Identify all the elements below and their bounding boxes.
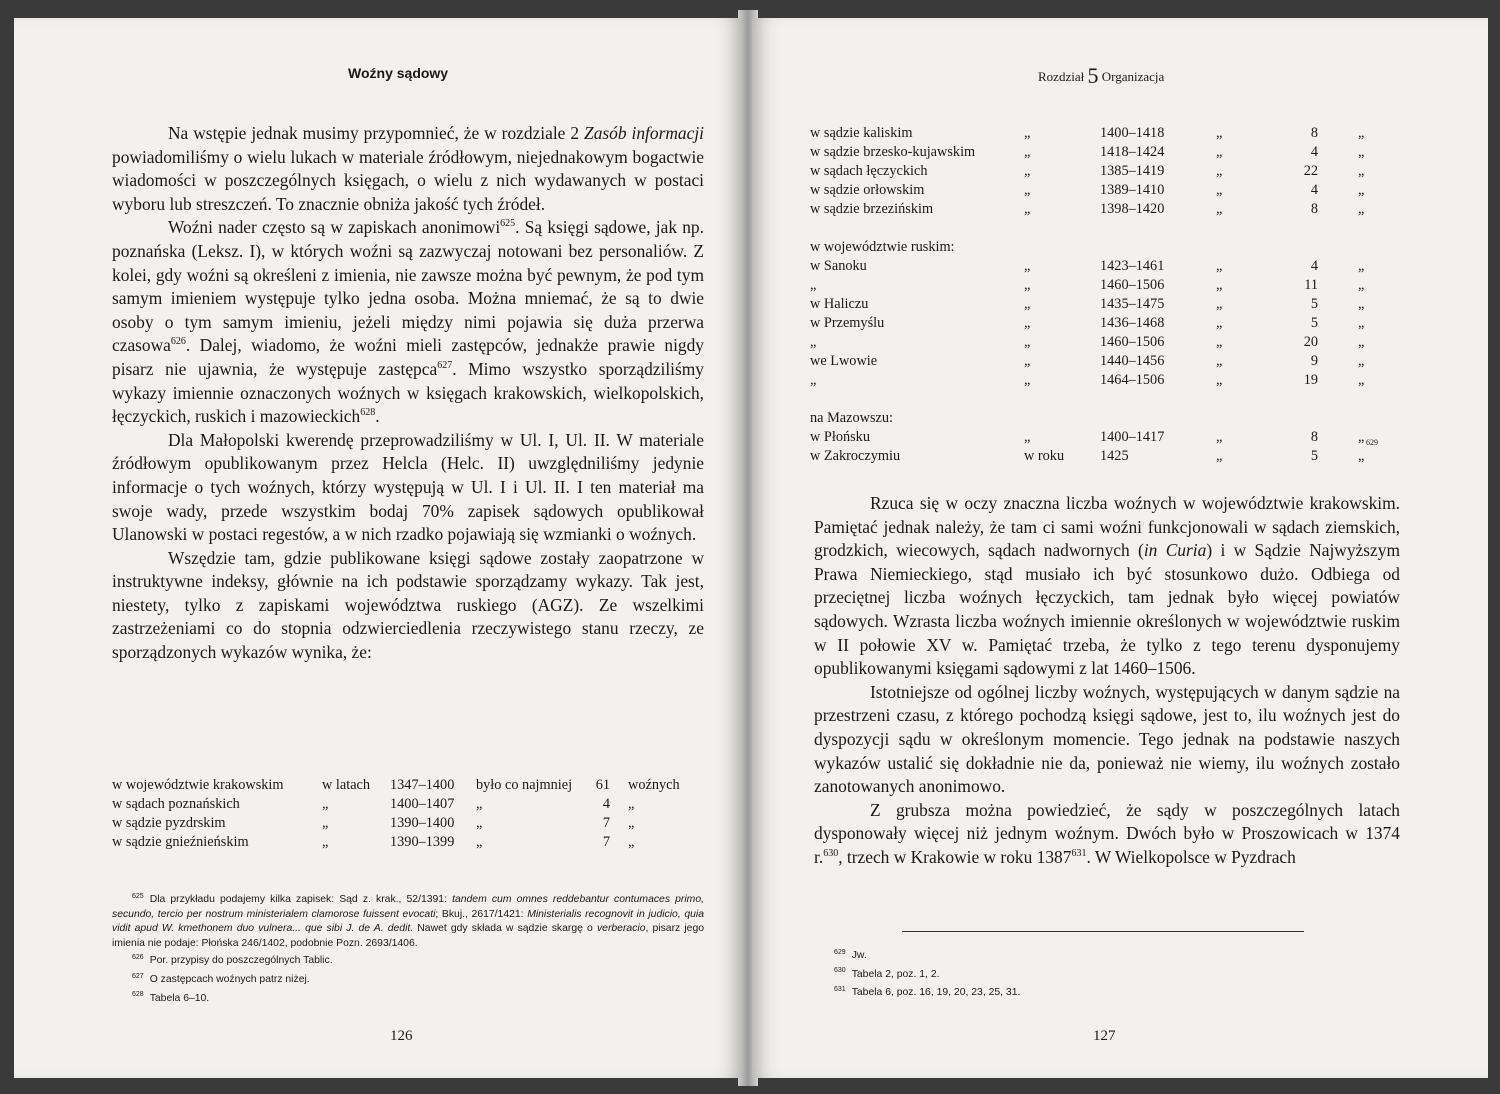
cell-count: 4 (602, 796, 610, 812)
footnotes (814, 949, 1400, 1005)
text-run: Nawet gdy składa w sądzie skargę o (413, 923, 597, 935)
text-run: , trzech w Krakowie w roku 1387 (838, 846, 1072, 867)
paragraph (112, 216, 704, 428)
cell-c3: „ (628, 815, 635, 831)
text-run: . Są księgi sądowe, jak np. poznańska (Leksz. I), w których woźni są zazwyczaj notowani bez personaliów. Z kolei, gdy woźni są określeni z imienia, nie zawsze można być pewnym, że pod tym samym imieniem występuje tylko jedna osoba. Można mniemać, że są to dwie osoby o tym samym imieniu, jeżeli między nimi pojawia się duża przerwa czasowa (112, 217, 704, 356)
cell-years: 1464–1506 (1100, 372, 1165, 388)
cell-c1: „ (1024, 429, 1031, 445)
page-number: 127 (1093, 1028, 1116, 1044)
cell-years: 1398–1420 (1100, 201, 1165, 217)
footnote-ref[interactable]: 625 (500, 218, 516, 230)
cell-count: 4 (1310, 258, 1318, 274)
cell-years: 1400–1418 (1100, 125, 1165, 141)
footnote-ref[interactable]: 631 (1071, 848, 1087, 860)
footnote-number: 625 (132, 892, 144, 900)
cell-c3: „ (1358, 277, 1365, 293)
footnote-ref[interactable]: 627 (437, 360, 453, 372)
cell-c3: „ (1358, 429, 1365, 445)
footnote-number: 626 (132, 953, 144, 961)
cell-count: 8 (1310, 125, 1318, 141)
footnote (112, 893, 704, 951)
footnote-ref[interactable]: 628 (360, 407, 376, 419)
cell-c3: „ (1358, 315, 1365, 331)
text-run: . W Wielkopolsce w Pyzdrach (1086, 846, 1296, 867)
cell-c1: „ (1024, 315, 1031, 331)
cell-c3: „ (628, 834, 635, 850)
footnote-number: 628 (132, 991, 144, 999)
cell-c2: „ (1216, 125, 1223, 141)
table-row (810, 200, 1430, 219)
cell-count: 7 (602, 834, 610, 850)
cell-count: 22 (1303, 163, 1318, 179)
cell-c3: „ (1358, 334, 1365, 350)
cell-c1: „ (1024, 258, 1031, 274)
cell-years: 1423–1461 (1100, 258, 1165, 274)
cell-place: w sądzie kaliskim (810, 125, 913, 141)
cell-place: w Płońsku (810, 429, 870, 445)
cell-count: 9 (1310, 353, 1318, 369)
cell-c3: „ (1358, 372, 1365, 388)
table-row (810, 181, 1430, 200)
cell-count: 5 (1310, 296, 1318, 312)
cell-c2: „ (1216, 448, 1223, 464)
table-row (810, 162, 1430, 181)
table-spacer (810, 219, 1430, 238)
right-page (752, 18, 1488, 1078)
text-run: ; Bkuj., 2617/1421: (435, 908, 528, 920)
cell-count: 19 (1303, 372, 1318, 388)
cell-place: w Przemyślu (810, 315, 885, 331)
cell-years: 1460–1506 (1100, 334, 1165, 350)
text-run: . Mimo wszystko sporządziliśmy wykazy imiennie oznaczonych woźnych w księgach krakowskich, wielkopolskich, łęczyckich, ruskich i mazowieckich (112, 358, 704, 427)
left-page (14, 18, 742, 1078)
cell-count: 4 (1310, 182, 1318, 198)
cell-place: w sądzie brzesko-kujawskim (810, 144, 976, 160)
cell-c2: „ (476, 815, 483, 831)
cell-c1: „ (1024, 144, 1031, 160)
cell-c1: „ (1024, 182, 1031, 198)
cell-c2: „ (1216, 296, 1223, 312)
text-run: ) i w Sądzie Najwyższym Prawa Niemieckiego, stąd musiało ich być stosunkowo dużo. Odbiega od przeciętnej liczba woźnych łęczyckich, tam jednak było więcej powiatów sądowych. Wzrasta liczba woźnych imiennie określonych w województwie ruskim w II połowie XV w. Pamiętać trzeba, że tylko z tego terenu dysponujemy opublikowanymi księgami sądowymi z lat 1460–1506. (814, 540, 1400, 679)
cell-count: 11 (1304, 277, 1318, 293)
footnote-ref[interactable]: 630 (823, 848, 839, 860)
footnote-text: Tabela 6–10. (149, 992, 210, 1004)
cell-years: 1347–1400 (390, 777, 455, 793)
cell-c2: „ (1216, 372, 1223, 388)
footnote-number: 629 (834, 948, 846, 956)
table-row (810, 143, 1430, 162)
header-text: Rozdział (1038, 69, 1088, 84)
cell-c3: „ (1358, 182, 1365, 198)
cell-years: 1390–1399 (390, 834, 455, 850)
cell-c2: „ (1216, 429, 1223, 445)
cell-place: we Lwowie (810, 353, 878, 369)
cell-place: w sądach łęczyckich (810, 163, 928, 179)
main-text (814, 492, 1400, 870)
cell-years: 1418–1424 (1100, 144, 1165, 160)
cell-place: w sądach poznańskich (112, 796, 240, 812)
footnote (112, 973, 704, 988)
cell-c2: „ (1216, 315, 1223, 331)
footnote-number: 631 (834, 985, 846, 993)
cell-place: w sądzie brzezińskim (810, 201, 934, 217)
cell-place: w Zakroczymiu (810, 448, 901, 464)
text-run: . (375, 406, 380, 427)
paragraph: Dla Małopolski kwerendę przeprowadziliśmy w Ul. I, Ul. II. W materiale źródłowym opublikowanym przez Helcla (Helc. II) uwzględniliśmy jedynie informacje o tych woźnych, którzy występują w Ul. I i Ul. II. I ten materiał ma swoje wady, przede wszystkim bodaj 70% zapisek sądowych opublikował Ulanowski w postaci regestów, a w nich rzadko pojawiają się wzmianki o woźnych. (112, 429, 704, 545)
text-run-italic: in Curia (1143, 540, 1207, 561)
text-run: , pisarz jego imienia nie podaje: Płońska 246/1402, podobnie Pozn. 2693/1406. (112, 923, 704, 949)
table-row (112, 833, 712, 852)
cell-c1: „ (1024, 125, 1031, 141)
cell-c3: „ (1358, 448, 1365, 464)
cell-c2: „ (1216, 258, 1223, 274)
cell-c3: „ (1358, 353, 1365, 369)
cell-c2: było co najmniej (476, 777, 573, 793)
courier-count-table (810, 124, 1430, 466)
cell-place: w Haliczu (810, 296, 869, 312)
cell-c2: „ (1216, 277, 1223, 293)
header-text: Organizacja (1098, 69, 1165, 84)
table-row (112, 776, 712, 795)
text-run: powiadomiliśmy o wielu lukach w materiale źródłowym, niejednakowym bogactwie wiadomości w poszczególnych księgach, o wielu z nich wydawanych w postaci wyboru lub streszczeń. To znacznie obniża jakość tych źródeł. (112, 146, 704, 214)
cell-c3: „ (1358, 258, 1365, 274)
table-row (810, 352, 1430, 371)
table-row (810, 124, 1430, 143)
cell-c2: „ (476, 834, 483, 850)
footnote-list (112, 954, 704, 1006)
cell-c2: „ (1216, 182, 1223, 198)
table-row (810, 257, 1430, 276)
cell-c2: „ (1216, 163, 1223, 179)
cell-c2: „ (1216, 201, 1223, 217)
table-row: w Zakroczymiu w roku 1425 „ 5 „ 629 (810, 438, 1378, 464)
paragraph (814, 492, 1400, 681)
footnote-ref[interactable]: 626 (170, 336, 186, 348)
cell-c2: „ (1216, 353, 1223, 369)
text-run-italic: Ministerialis recognovit in judicio, quia vidit apud W. kmethonem duo vulnera... que sibi J. de A. dedit. (112, 908, 704, 935)
cell-c3: woźnych (628, 777, 680, 793)
cell-c1: „ (1024, 163, 1031, 179)
cell-count: 20 (1303, 334, 1318, 350)
cell-place: w sądzie gnieźnieńskim (112, 834, 249, 850)
cell-count: 7 (602, 815, 610, 831)
table-row (810, 295, 1430, 314)
cell-years: 1385–1419 (1100, 163, 1165, 179)
table-row (112, 795, 712, 814)
table-row (810, 314, 1430, 333)
cell-c3: „ (1358, 201, 1365, 217)
text-run-italic: tandem cum omnes reddebantur contumaces primo, secundo, tercio per nostrum ministerialem clamorose fuissent evocati (112, 894, 705, 920)
cell-place: na Mazowszu: (810, 410, 893, 426)
table-row (112, 814, 712, 833)
footnote (814, 968, 1400, 983)
cell-place: w sądzie orłowskim (810, 182, 925, 198)
cell-c3: „ (1358, 296, 1365, 312)
cell-c1: „ (322, 796, 329, 812)
text-run: Na wstępie jednak musimy przypomnieć, że w rozdziale 2 (168, 123, 585, 143)
cell-count: 8 (1310, 201, 1318, 217)
cell-c1: „ (1024, 334, 1031, 350)
footnote-text: Jw. (851, 950, 867, 961)
cell-c3: „ (1358, 163, 1365, 179)
cell-place: „ (810, 372, 817, 388)
paragraph: Wszędzie tam, gdzie publikowane księgi sądowe zostały zaopatrzone w instruktywne indeksy, głównie na ich podstawie sporządzamy wykazy. Tak jest, niestety, tylko z zapiskami województwa ruskiego (AGZ). Ze wszelkimi zastrzeżeniami co do stopnia odzwierciedlenia rzeczywistego stanu rzeczy, ze sporządzonych wykazów wynika, że: (112, 547, 704, 663)
page-number: 126 (390, 1028, 413, 1044)
paragraph: Istotniejsze od ogólnej liczby woźnych, występujących w danym sądzie na przestrzeni czasu, z którego pochodzą księgi sądowe, jest to, ilu woźnych jest do dyspozycji sądu w określonym momencie. Tego jednak na podstawie naszych wykazów ustalić się dokładnie nie da, ponieważ nie wiemy, ilu woźnych zostało zanotowanych anonimowo. (814, 681, 1400, 797)
footnote-text: Tabela 2, poz. 1, 2. (851, 968, 940, 980)
running-header: Woźny sądowy (348, 65, 449, 81)
cell-place: w sądzie pyzdrskim (112, 815, 226, 831)
text-run: . Dalej, wiadomo, że woźni mieli zastępców, jednakże prawie nigdy pisarz nie ujawnia, że występuje zastępca (112, 335, 704, 379)
cell-c3: „ (1358, 125, 1365, 141)
cell-place: „ (810, 334, 817, 350)
paragraph (814, 799, 1400, 870)
cell-years: 1436–1468 (1100, 315, 1165, 331)
cell-place: w Sanoku (810, 258, 867, 274)
cell-c3: „ (628, 796, 635, 812)
cell-place: „ (810, 277, 817, 293)
running-header (1038, 63, 1164, 89)
table-section-heading (810, 409, 1430, 428)
footnotes (112, 893, 704, 1010)
footnote (814, 986, 1400, 1001)
table-row (810, 371, 1430, 390)
footnote (112, 954, 704, 969)
cell-years: 1400–1407 (390, 796, 455, 812)
cell-count: 8 (1310, 429, 1318, 445)
cell-c2: „ (476, 796, 483, 812)
paragraph (112, 122, 704, 216)
cell-place: w województwie krakowskim (112, 777, 284, 793)
cell-c2: „ (1216, 144, 1223, 160)
table-row (810, 333, 1430, 352)
footnote-separator (902, 931, 1304, 932)
footnote-number: 627 (132, 972, 144, 980)
table-spacer (810, 390, 1430, 409)
footnote (814, 949, 1400, 964)
cell-c1: „ (322, 834, 329, 850)
cell-c1: w latach (322, 777, 371, 793)
cell-count: 4 (1310, 144, 1318, 160)
footnote (112, 992, 704, 1007)
text-run: Woźni nader często są w zapiskach anonimowi (168, 217, 501, 238)
text-run: Dla przykładu podajemy kilka zapisek: Sąd z. krak., 52/1391: (149, 894, 453, 905)
footnote-number: 630 (834, 967, 846, 975)
cell-count: 61 (595, 777, 610, 793)
chapter-number: 5 (1087, 63, 1099, 88)
cell-c3: „ (1358, 144, 1365, 160)
footnote-text: Por. przypisy do poszczególnych Tablic. (149, 955, 333, 967)
cell-years: 1425 (1100, 448, 1129, 464)
table-row (810, 428, 1430, 447)
cell-years: 1435–1475 (1100, 296, 1165, 312)
cell-years: 1460–1506 (1100, 277, 1165, 293)
cell-years: 1390–1400 (390, 815, 455, 831)
cell-count: 5 (1310, 448, 1318, 464)
courier-count-table (112, 776, 712, 852)
cell-c2: „ (1216, 334, 1223, 350)
cell-place: w województwie ruskim: (810, 239, 955, 255)
cell-c1: „ (1024, 372, 1031, 388)
footnote-text: Tabela 6, poz. 16, 19, 20, 23, 25, 31. (851, 987, 1021, 999)
text-run-italic: verberacio (596, 923, 646, 935)
cell-c1: „ (1024, 277, 1031, 293)
cell-years: 1440–1456 (1100, 353, 1165, 369)
text-run: Z grubsza można powiedzieć, że sądy w poszczególnych latach dysponowały więcej niż jednym woźnym. Dwóch było w Proszowicach w 1374 r. (814, 799, 1400, 867)
cell-c1: w roku (1024, 448, 1065, 464)
cell-c1: „ (1024, 296, 1031, 312)
cell-c1: „ (1024, 201, 1031, 217)
main-text (112, 122, 704, 665)
cell-years: 1400–1417 (1100, 429, 1165, 445)
footnote-text: O zastępcach woźnych patrz niżej. (149, 973, 310, 985)
table-section-heading (810, 238, 1430, 257)
text-run-italic: Zasób informacji (584, 123, 704, 143)
text-run: Rzuca się w oczy znaczna liczba woźnych w województwie krakowskim. Pamiętać jednak należy, że tam ci sami woźni funkcjonowali w sądach ziemskich, grodzkich, wiecowych, sądach nadwornych ( (814, 493, 1400, 561)
cell-years: 1389–1410 (1100, 182, 1165, 198)
table-row (810, 276, 1430, 295)
cell-c1: „ (322, 815, 329, 831)
cell-c1: „ (1024, 353, 1031, 369)
cell-count: 5 (1310, 315, 1318, 331)
